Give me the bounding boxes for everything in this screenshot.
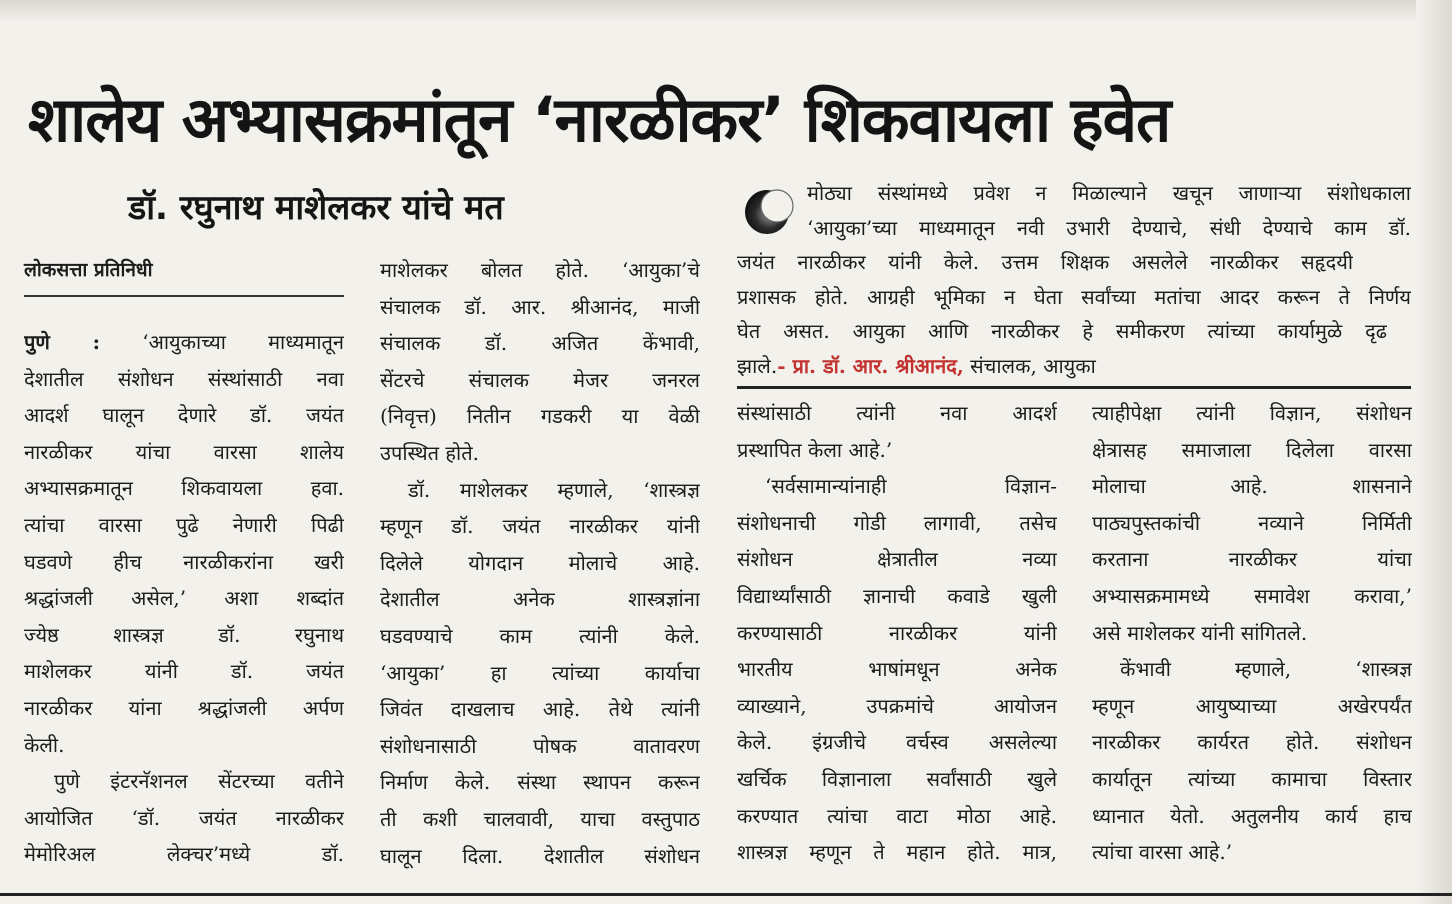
article-line: घडवणे हीच नारळीकरांना खरी bbox=[24, 549, 344, 574]
article-line: त्यांचा वारसा आहे.’ bbox=[1092, 840, 1233, 865]
article-line: ज्येष्ठ शास्त्रज्ञ डॉ. रघुनाथ bbox=[24, 622, 344, 647]
article-line: देशातील संशोधन संस्थांसाठी नवा bbox=[24, 366, 344, 391]
article-line: सेंटरचे संचालक मेजर जनरल bbox=[380, 367, 700, 392]
headline: शालेय अभ्यासक्रमांतून ‘नारळीकर’ शिकवायला हवेत bbox=[28, 83, 1171, 156]
quote-role: संचालक, आयुका bbox=[963, 353, 1096, 378]
scan-edge-right bbox=[1416, 0, 1452, 904]
article-line: म्हणून आयुष्याच्या अखेरपर्यंत bbox=[1092, 693, 1412, 718]
article-line: संशोधनासाठी पोषक वातावरण bbox=[380, 733, 700, 758]
article-line: उपस्थित होते. bbox=[380, 440, 479, 465]
article-line: संस्थांसाठी त्यांनी नवा आदर्श bbox=[737, 401, 1057, 425]
article-line: संशोधन क्षेत्रातील नव्या bbox=[737, 547, 1057, 572]
article-line: आयोजित ‘डॉ. जयंत नारळीकर bbox=[24, 805, 344, 830]
article-line: करण्यात त्यांचा वाटा मोठा आहे. bbox=[737, 803, 1057, 828]
article-line: ती कशी चालवावी, याचा वस्तुपाठ bbox=[380, 806, 700, 831]
quote-line: जयंत नारळीकर यांनी केले. उत्तम शिक्षक असलेले नारळीकर सहृदयी bbox=[737, 250, 1353, 274]
byline: लोकसत्ता प्रतिनिधी bbox=[24, 259, 153, 281]
article-line: खर्चिक विज्ञानाला सर्वांसाठी खुले bbox=[737, 766, 1057, 791]
article-line: अभ्यासक्रमामध्ये समावेश करावा,’ bbox=[1092, 583, 1412, 608]
article-line: केली. bbox=[24, 732, 65, 757]
article-line: संचालक डॉ. आर. श्रीआनंद, माजी bbox=[380, 294, 700, 319]
article-line: विद्यार्थ्यांसाठी ज्ञानाची कवाडे खुली bbox=[737, 583, 1057, 608]
article-line: देशातील अनेक शास्त्रज्ञांना bbox=[380, 587, 700, 612]
article-line: कार्यातून त्यांच्या कामाचा विस्तार bbox=[1092, 766, 1412, 791]
quote-line: ‘आयुका’च्या माध्यमातून नवी उभारी देण्याचे, संधी देण्याचे काम डॉ. bbox=[807, 215, 1411, 240]
article-line: मेमोरिअल लेक्चर’मध्ये डॉ. bbox=[24, 842, 344, 867]
article-line: अभ्यासक्रमातून शिकवायला हवा. bbox=[24, 476, 344, 501]
quote-line: घेत असत. आयुका आणि नारळीकर हे समीकरण त्यांच्या कार्यामुळे दृढ bbox=[737, 319, 1387, 343]
article-line: ध्यानात येतो. अतुलनीय कार्य हाच bbox=[1092, 803, 1412, 828]
article-line: शास्त्रज्ञ म्हणून ते महान होते. मात्र, bbox=[737, 840, 1057, 865]
article-line bbox=[24, 324, 344, 361]
article-line: व्याख्याने, उपक्रमांचे आयोजन bbox=[737, 693, 1057, 718]
article-line: मोलाचा आहे. शासनाने bbox=[1092, 474, 1412, 499]
quote-attribution: - प्रा. डॉ. आर. श्रीआनंद, bbox=[777, 353, 964, 378]
article-line: माशेलकर यांनी डॉ. जयंत bbox=[24, 659, 344, 684]
article-line: घालून दिला. देशातील संशोधन bbox=[380, 843, 700, 868]
article-column-2 bbox=[380, 252, 700, 874]
subheadline: डॉ. रघुनाथ माशेलकर यांचे मत bbox=[128, 188, 504, 228]
article-line: आदर्श घालून देणारे डॉ. जयंत bbox=[24, 403, 344, 428]
article-line: जिवंत दाखलाच आहे. तेथे त्यांनी bbox=[380, 697, 700, 722]
article-line: नारळीकर कार्यरत होते. संशोधन bbox=[1092, 730, 1412, 755]
article-line: ‘सर्वसामान्यांनाही विज्ञान- bbox=[765, 474, 1057, 499]
article-line: ‘आयुका’ हा त्यांच्या कार्याचा bbox=[380, 660, 700, 685]
article-line: डॉ. माशेलकर म्हणाले, ‘शास्त्रज्ञ bbox=[408, 477, 700, 502]
article-line: करण्यासाठी नारळीकर यांनी bbox=[737, 620, 1057, 645]
pull-quote bbox=[737, 174, 1411, 384]
byline-divider bbox=[24, 295, 344, 297]
article-line: करताना नारळीकर यांचा bbox=[1092, 547, 1412, 572]
quote-mark-icon bbox=[737, 182, 797, 242]
article-line: संचालक डॉ. अजित केंभावी, bbox=[380, 331, 700, 356]
article-line: भारतीय भाषांमधून अनेक bbox=[737, 657, 1057, 682]
article-line: घडवण्याचे काम त्यांनी केले. bbox=[380, 623, 700, 648]
article-line: केंभावी म्हणाले, ‘शास्त्रज्ञ bbox=[1120, 657, 1412, 682]
quote-line: मोठ्या संस्थांमध्ये प्रवेश न मिळाल्याने खचून जाणाऱ्या संशोधकाला bbox=[807, 181, 1411, 205]
article-line: नारळीकर यांना श्रद्धांजली अर्पण bbox=[24, 695, 344, 720]
dateline: पुणे : bbox=[24, 330, 101, 354]
page-bottom-rule bbox=[0, 893, 1452, 896]
article-line: त्याहीपेक्षा त्यांनी विज्ञान, संशोधन bbox=[1092, 401, 1412, 425]
article-line: म्हणून डॉ. जयंत नारळीकर यांनी bbox=[380, 514, 700, 539]
quote-line bbox=[737, 349, 1411, 384]
article-line: केले. इंग्रजीचे वर्चस्व असलेल्या bbox=[737, 730, 1057, 755]
article-line: नारळीकर यांचा वारसा शालेय bbox=[24, 439, 344, 464]
article-line: माशेलकर बोलत होते. ‘आयुका’चे bbox=[380, 258, 700, 282]
article-line: असे माशेलकर यांनी सांगितले. bbox=[1092, 620, 1308, 645]
article-column-4 bbox=[1092, 395, 1412, 871]
article-line: संशोधनाची गोडी लागावी, तसेच bbox=[737, 510, 1057, 535]
article-column-3 bbox=[737, 395, 1057, 871]
article-line: क्षेत्रासह समाजाला दिलेला वारसा bbox=[1092, 437, 1412, 462]
article-column-1 bbox=[24, 324, 344, 873]
line-text: ‘आयुकाच्या माध्यमातून bbox=[142, 330, 344, 354]
quote-divider bbox=[737, 386, 1411, 389]
article-line: त्यांचा वारसा पुढे नेणारी पिढी bbox=[24, 512, 344, 537]
scan-edge-top bbox=[0, 0, 1452, 22]
article-line: दिलेले योगदान मोलाचे आहे. bbox=[380, 550, 700, 575]
quote-last-text: झाले. bbox=[737, 353, 778, 378]
article-line: (निवृत्त) नितीन गडकरी या वेळी bbox=[380, 404, 700, 429]
article-line: पुणे इंटरनॅशनल सेंटरच्या वतीने bbox=[54, 769, 344, 794]
article-line: निर्माण केले. संस्था स्थापन करून bbox=[380, 770, 700, 795]
quote-line: प्रशासक होते. आग्रही भूमिका न घेता सर्वांच्या मतांचा आदर करून ते निर्णय bbox=[737, 284, 1411, 309]
article-line: पाठ्यपुस्तकांची नव्याने निर्मिती bbox=[1092, 510, 1412, 535]
article-line: श्रद्धांजली असेल,’ अशा शब्दांत bbox=[24, 586, 344, 611]
article-line: प्रस्थापित केला आहे.’ bbox=[737, 437, 893, 462]
